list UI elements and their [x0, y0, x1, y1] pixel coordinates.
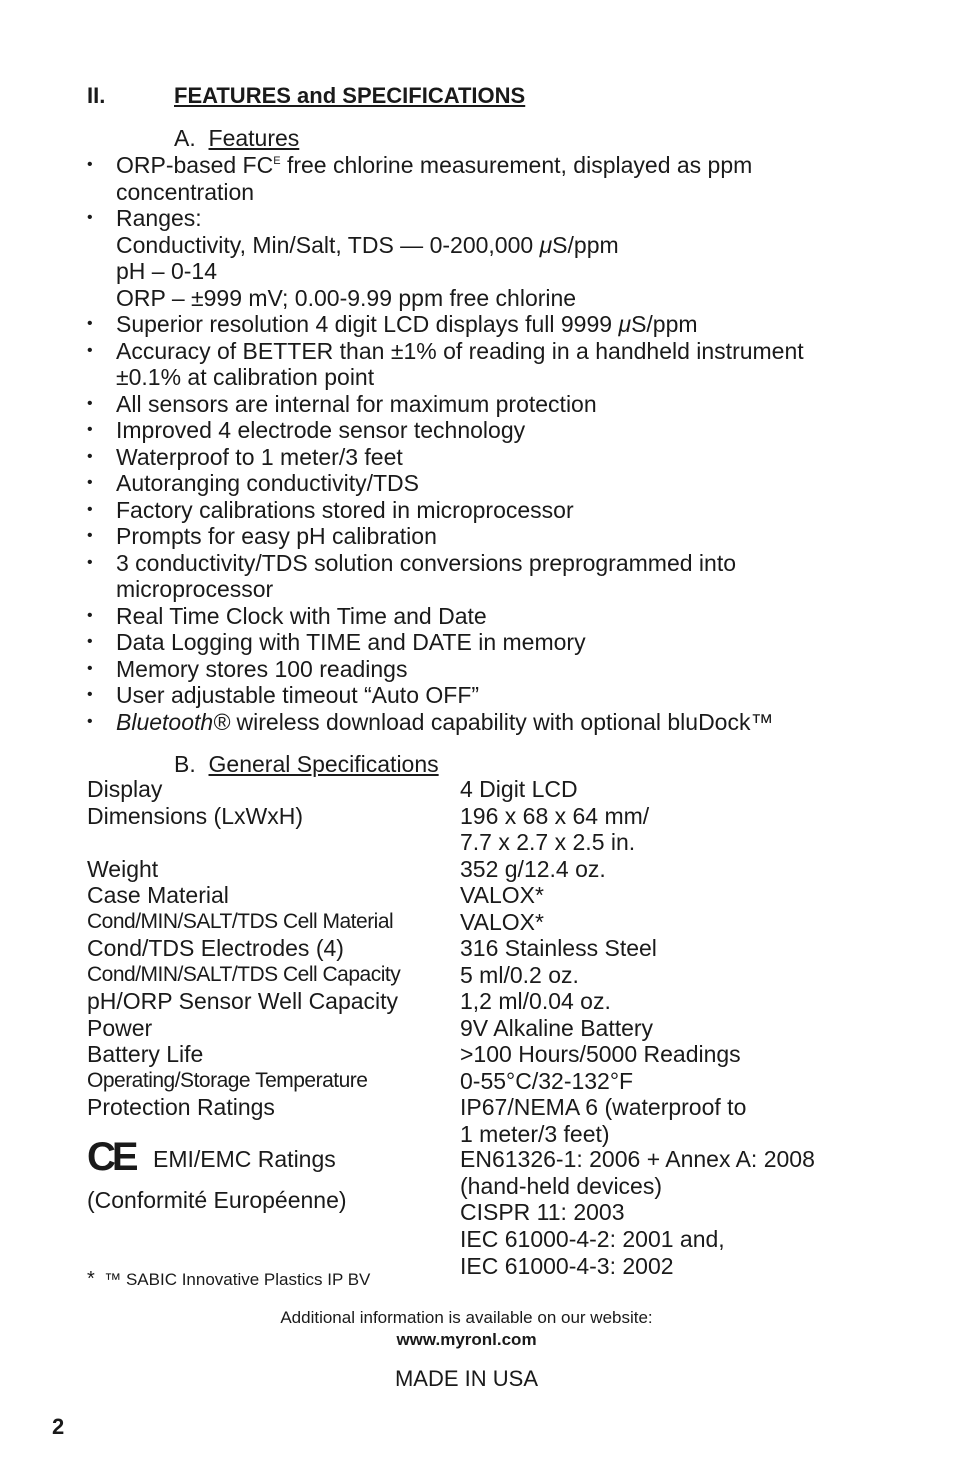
feature-text: Autoranging conductivity/TDS [116, 470, 419, 496]
spec-value: VALOX* [460, 882, 544, 908]
feature-item [87, 444, 804, 471]
spec-row [87, 1121, 746, 1148]
feature-item [87, 417, 804, 444]
spec-row [87, 1094, 746, 1121]
mu-symbol: μ [618, 311, 632, 337]
bullet: • [87, 659, 93, 677]
spec-label: Protection Ratings [87, 1094, 275, 1120]
feature-text: Real Time Clock with Time and Date [116, 602, 487, 629]
spec-value: 352 g/12.4 oz. [460, 855, 606, 882]
feature-text: Accuracy of BETTER than ±1% of reading in a handheld instrument [116, 337, 804, 364]
bullet: • [87, 712, 93, 730]
footnote-text: ™ SABIC Innovative Plastics IP BV [104, 1270, 371, 1289]
spec-value: 9V Alkaline Battery [460, 1014, 654, 1041]
spec-value: 196 x 68 x 64 mm/ [460, 802, 650, 829]
spec-label: Cond/MIN/SALT/TDS Cell Capacity [87, 962, 401, 986]
mu-symbol: μ [539, 231, 553, 258]
ce-mark-icon: CE [87, 1135, 135, 1179]
emc-value: IEC 61000-4-3: 2002 [460, 1253, 674, 1279]
bullet: • [87, 447, 93, 465]
bullet: • [87, 421, 93, 438]
feature-text: Data Logging with TIME and DATE in memory [116, 629, 586, 655]
spec-row [87, 962, 746, 989]
section-title: FEATURES and SPECIFICATIONS [174, 83, 526, 108]
bullet: • [87, 474, 93, 491]
feature-item [87, 629, 804, 656]
specs-heading: General Specifications [208, 751, 439, 777]
bullet: • [87, 686, 93, 703]
website-link[interactable]: www.myronl.com [396, 1330, 537, 1349]
bullet: • [87, 633, 93, 650]
spec-label: Cond/MIN/SALT/TDS Cell Material [87, 909, 394, 933]
feature-item [87, 682, 804, 709]
spec-row [87, 803, 746, 830]
bullet: • [87, 500, 93, 518]
emc-value: EN61326-1: 2006 + Annex A: 2008 [460, 1146, 815, 1172]
spec-row [87, 935, 746, 962]
spec-label: Power [87, 1014, 153, 1041]
feature-item [87, 709, 804, 736]
feature-text: ORP-based FC [116, 152, 274, 178]
emc-values [460, 1146, 815, 1280]
spec-row [87, 776, 746, 803]
emc-value: IEC 61000-4-2: 2001 and, [460, 1225, 725, 1252]
bullet: • [87, 394, 93, 412]
features-list [87, 152, 804, 735]
bullet: • [87, 553, 93, 571]
spec-label: Weight [87, 855, 159, 882]
spec-value: 0-55°C/32-132°F [460, 1067, 634, 1094]
page-number: 2 [52, 1414, 65, 1439]
feature-text: Waterproof to 1 meter/3 feet [116, 443, 403, 470]
feature-text: All sensors are internal for maximum protection [116, 390, 597, 417]
feature-item [87, 523, 804, 550]
features-subheading [174, 125, 299, 152]
info-line: Additional information is available on our website: [280, 1308, 653, 1327]
section-number: II. [87, 83, 106, 108]
feature-text: Prompts for easy pH calibration [116, 523, 437, 549]
emc-value: CISPR 11: 2003 [460, 1199, 625, 1225]
specs-table [87, 776, 746, 1147]
spec-row [87, 909, 746, 936]
bluetooth-text: Bluetooth® [116, 708, 231, 735]
feature-text: Improved 4 electrode sensor technology [116, 417, 526, 443]
spec-value: IP67/NEMA 6 (waterproof to [460, 1094, 747, 1120]
feature-item [87, 152, 804, 205]
spec-row [87, 882, 746, 909]
spec-row [87, 1041, 746, 1068]
superscript: E [273, 155, 281, 167]
spec-row [87, 856, 746, 883]
bullet: • [87, 341, 93, 359]
feature-item [87, 603, 804, 630]
feature-text: Factory calibrations stored in microprocessor [116, 496, 574, 523]
bullet: • [87, 606, 93, 624]
footnote [87, 1268, 370, 1291]
feature-item [87, 311, 804, 338]
spec-value: 1,2 ml/0.04 oz. [460, 988, 611, 1014]
bullet: • [87, 315, 93, 332]
feature-item [87, 656, 804, 683]
made-in-usa: MADE IN USA [394, 1366, 539, 1391]
bullet: • [87, 209, 93, 226]
feature-text: ORP – ±999 mV; 0.00-9.99 ppm free chlorine [116, 284, 577, 311]
feature-text: pH – 0-14 [116, 258, 218, 284]
spec-row [87, 1015, 746, 1042]
feature-item [87, 470, 804, 497]
spec-label [87, 829, 460, 856]
section-heading [87, 83, 525, 109]
spec-value: 316 Stainless Steel [460, 935, 657, 961]
spec-label: Cond/TDS Electrodes (4) [87, 935, 344, 961]
spec-label: Case Material [87, 882, 229, 908]
feature-text: Ranges: [116, 205, 202, 231]
bullet: • [87, 527, 93, 544]
spec-value: >100 Hours/5000 Readings [460, 1041, 741, 1067]
feature-text: wireless download capability with optional bluDock™ [230, 708, 774, 735]
spec-value: 5 ml/0.2 oz. [460, 961, 579, 988]
feature-item [87, 338, 804, 391]
emc-value: (hand-held devices) [460, 1172, 663, 1199]
spec-row [87, 988, 746, 1015]
spec-row [87, 829, 746, 856]
feature-text: Conductivity, Min/Salt, TDS — 0-200,000 [116, 231, 540, 258]
spec-row [87, 1068, 746, 1095]
spec-value: 4 Digit LCD [460, 776, 578, 802]
spec-label: Display [87, 776, 163, 802]
spec-label: Dimensions (LxWxH) [87, 802, 303, 829]
emc-label: EMI/EMC Ratings [153, 1146, 336, 1172]
spec-label: Battery Life [87, 1041, 204, 1067]
emc-sub-label: (Conformité Européenne) [87, 1187, 347, 1213]
spec-value: VALOX* [460, 908, 544, 935]
feature-text: free chlorine measurement, displayed as ppm [280, 152, 753, 178]
features-heading: Features [208, 125, 300, 151]
specs-letter: B. [174, 751, 196, 777]
footnote-star: * [87, 1268, 95, 1290]
feature-text: concentration [116, 178, 255, 205]
spec-value: 1 meter/3 feet) [460, 1120, 610, 1147]
spec-label: pH/ORP Sensor Well Capacity [87, 988, 399, 1014]
feature-text: Memory stores 100 readings [116, 655, 408, 682]
feature-text: S/ppm [631, 311, 698, 337]
feature-text: 3 conductivity/TDS solution conversions preprogrammed into [116, 549, 737, 576]
feature-text: Superior resolution 4 digit LCD displays full 9999 [116, 311, 619, 337]
feature-item [87, 205, 804, 311]
feature-text: ±0.1% at calibration point [116, 364, 375, 390]
bullet: • [87, 156, 93, 173]
spec-label [87, 1121, 460, 1148]
features-letter: A. [174, 125, 196, 151]
spec-value: 7.7 x 2.7 x 2.5 in. [460, 829, 636, 855]
feature-text: microprocessor [116, 576, 274, 602]
feature-item [87, 391, 804, 418]
feature-item [87, 550, 804, 603]
feature-text: User adjustable timeout “Auto OFF” [116, 682, 480, 708]
spec-label: Operating/Storage Temperature [87, 1068, 368, 1092]
specs-subheading [174, 751, 439, 778]
feature-text: S/ppm [552, 231, 619, 258]
feature-item [87, 497, 804, 524]
